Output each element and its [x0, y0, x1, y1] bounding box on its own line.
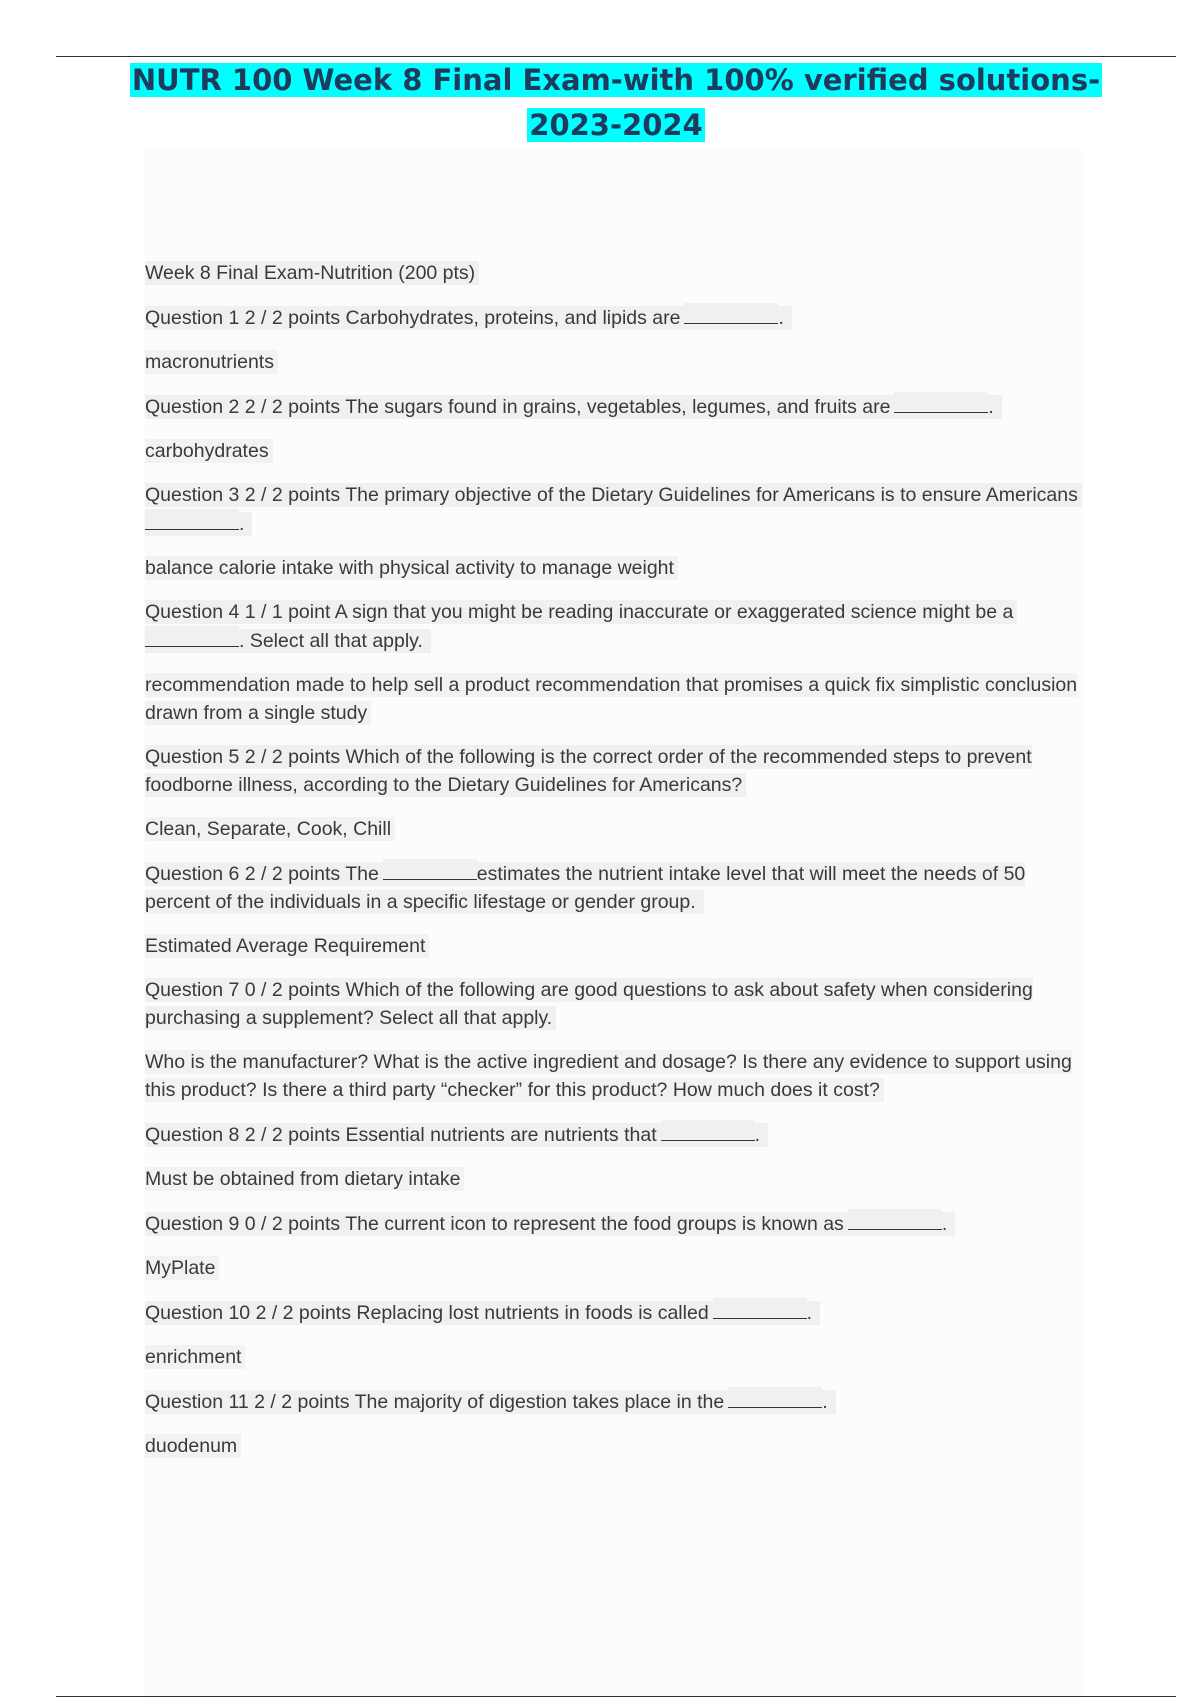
- question-7: Question 7 0 / 2 points Which of the following are good questions to ask about safety when considering purchasing a supplement? Select all that apply.: [145, 979, 1033, 1029]
- answer-blank: [661, 1120, 755, 1141]
- question-9: Question 9 0 / 2 points The current icon to represent the food groups is known as .: [145, 1209, 1090, 1238]
- answer-9: MyPlate: [145, 1254, 1090, 1282]
- answer-3: balance calorie intake with physical activity to manage weight: [145, 554, 1090, 582]
- question-6: Question 6 2 / 2 points The estimates the nutrient intake level that will meet the needs of 50 percent of the individuals in a specific lifestage or gender group.: [145, 859, 1090, 916]
- answer-2: carbohydrates: [145, 437, 1090, 465]
- top-rule: [56, 56, 1176, 57]
- answer-4: recommendation made to help sell a product recommendation that promises a quick fix simplistic conclusion drawn from a single study: [145, 674, 1078, 724]
- question-4: Question 4 1 / 1 point A sign that you might be reading inaccurate or exaggerated science might be a. Select all that apply.: [145, 598, 1090, 655]
- document-title: [0, 58, 1200, 148]
- answer-1: macronutrients: [145, 348, 1090, 376]
- question-10: Question 10 2 / 2 points Replacing lost nutrients in foods is called .: [145, 1298, 1090, 1327]
- answer-blank: [145, 626, 239, 647]
- answer-5: Clean, Separate, Cook, Chill: [145, 815, 1090, 843]
- bottom-rule: [56, 1696, 1176, 1697]
- answer-blank: [383, 859, 477, 880]
- question-1: Question 1 2 / 2 points Carbohydrates, proteins, and lipids are .: [145, 303, 1090, 332]
- title-line-1: NUTR 100 Week 8 Final Exam-with 100% verified solutions-: [131, 63, 1101, 97]
- answer-11: duodenum: [145, 1432, 1090, 1460]
- question-3: Question 3 2 / 2 points The primary objective of the Dietary Guidelines for Americans is to ensure Americans.: [145, 481, 1090, 538]
- question-11: Question 11 2 / 2 points The majority of digestion takes place in the .: [145, 1387, 1090, 1416]
- answer-blank: [684, 303, 778, 324]
- exam-content: [145, 259, 1090, 1476]
- exam-header: Week 8 Final Exam-Nutrition (200 pts): [145, 259, 1090, 287]
- answer-7: Who is the manufacturer? What is the active ingredient and dosage? Is there any evidence to support using this product? Is there a third party “checker” for this product? How much does it cost?: [145, 1051, 1072, 1101]
- question-2: Question 2 2 / 2 points The sugars found in grains, vegetables, legumes, and fruits are .: [145, 392, 1090, 421]
- answer-10: enrichment: [145, 1343, 1090, 1371]
- answer-blank: [145, 509, 239, 530]
- answer-blank: [894, 392, 988, 413]
- answer-8: Must be obtained from dietary intake: [145, 1165, 1090, 1193]
- answer-blank: [728, 1387, 822, 1408]
- question-8: Question 8 2 / 2 points Essential nutrients are nutrients that .: [145, 1120, 1090, 1149]
- answer-blank: [713, 1298, 807, 1319]
- title-line-2: 2023-2024: [529, 108, 703, 142]
- answer-blank: [848, 1209, 942, 1230]
- question-5: Question 5 2 / 2 points Which of the following is the correct order of the recommended steps to prevent foodborne illness, according to the Dietary Guidelines for Americans?: [145, 746, 1032, 796]
- answer-6: Estimated Average Requirement: [145, 932, 1090, 960]
